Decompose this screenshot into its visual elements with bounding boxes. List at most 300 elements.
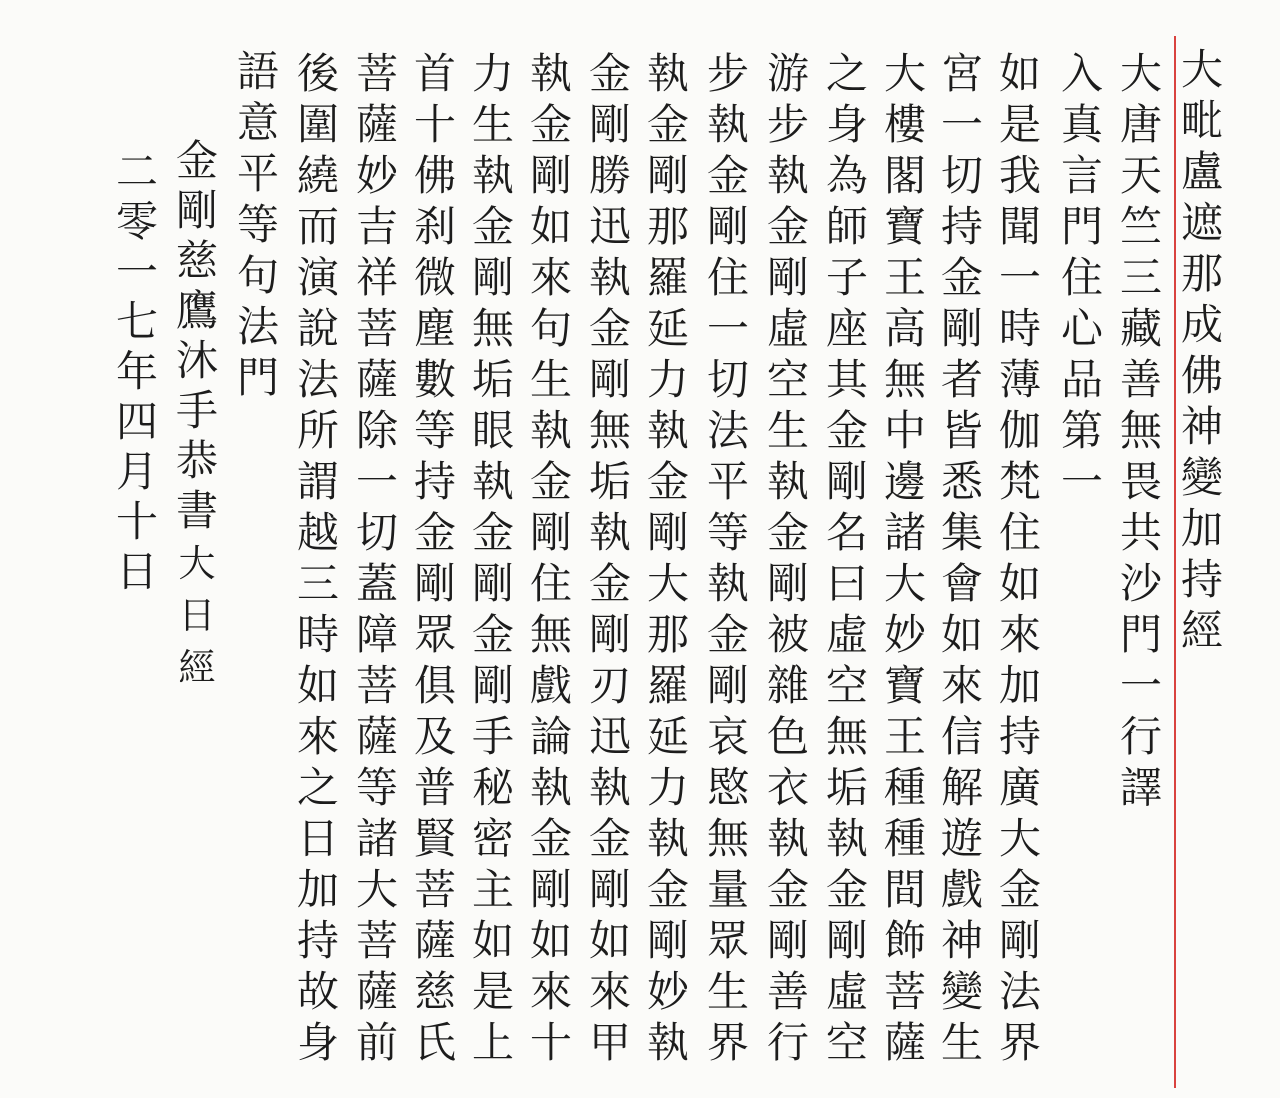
glyph: 勝 <box>588 151 631 200</box>
glyph: 日 <box>178 594 216 637</box>
glyph: 持 <box>998 712 1041 761</box>
glyph: 妙 <box>646 967 689 1016</box>
glyph: 氏 <box>413 1018 456 1067</box>
glyph: 那 <box>1180 249 1223 298</box>
glyph: 我 <box>998 151 1041 200</box>
glyph: 會 <box>940 559 983 608</box>
glyph: 說 <box>296 304 339 353</box>
glyph: 執 <box>588 508 631 557</box>
glyph: 等 <box>413 406 456 455</box>
body-column <box>585 48 635 1068</box>
body-column <box>822 48 872 1068</box>
glyph: 剛 <box>529 508 572 557</box>
glyph: 年 <box>115 347 158 396</box>
glyph: 垢 <box>588 457 631 506</box>
glyph: 迅 <box>588 202 631 251</box>
glyph: 剛 <box>588 610 631 659</box>
glyph: 繞 <box>296 151 339 200</box>
glyph: 演 <box>296 253 339 302</box>
glyph: 住 <box>1060 253 1103 302</box>
glyph: 十 <box>115 497 158 546</box>
glyph: 大 <box>646 559 689 608</box>
body-column <box>526 48 576 1068</box>
glyph: 虛 <box>825 967 868 1016</box>
glyph: 二 <box>115 147 158 196</box>
glyph: 鷹 <box>175 286 218 335</box>
glyph: 持 <box>1180 555 1223 604</box>
glyph: 妙 <box>355 151 398 200</box>
glyph: 薩 <box>355 100 398 149</box>
glyph: 薩 <box>355 967 398 1016</box>
body-column <box>937 48 987 1068</box>
glyph: 宮 <box>940 49 983 98</box>
glyph: 執 <box>706 100 749 149</box>
glyph: 剛 <box>588 355 631 404</box>
glyph: 眾 <box>706 916 749 965</box>
glyph: 一 <box>1119 661 1162 710</box>
glyph: 剛 <box>588 865 631 914</box>
glyph: 神 <box>940 916 983 965</box>
glyph: 加 <box>998 661 1041 710</box>
glyph: 愍 <box>706 763 749 812</box>
glyph: 其 <box>825 355 868 404</box>
glyph: 大 <box>883 559 926 608</box>
glyph: 身 <box>296 1018 339 1067</box>
glyph: 游 <box>766 49 809 98</box>
glyph: 日 <box>115 547 158 596</box>
glyph: 來 <box>998 610 1041 659</box>
glyph: 金 <box>588 814 631 863</box>
glyph: 剛 <box>766 916 809 965</box>
body-column <box>468 48 518 1068</box>
glyph: 寶 <box>883 202 926 251</box>
glyph: 零 <box>115 197 158 246</box>
glyph: 首 <box>413 49 456 98</box>
glyph: 十 <box>529 1018 572 1067</box>
glyph: 四 <box>115 397 158 446</box>
glyph: 虛 <box>766 304 809 353</box>
glyph: 善 <box>766 967 809 1016</box>
glyph: 是 <box>471 967 514 1016</box>
glyph: 如 <box>588 916 631 965</box>
glyph: 大 <box>1119 49 1162 98</box>
glyph: 菩 <box>355 661 398 710</box>
glyph: 祥 <box>355 253 398 302</box>
glyph: 執 <box>529 49 572 98</box>
glyph: 剛 <box>825 457 868 506</box>
glyph: 被 <box>766 610 809 659</box>
body-column <box>352 48 402 1068</box>
glyph: 主 <box>471 865 514 914</box>
glyph: 諸 <box>355 814 398 863</box>
glyph: 為 <box>825 151 868 200</box>
glyph: 日 <box>296 814 339 863</box>
glyph: 門 <box>1119 610 1162 659</box>
glyph: 剛 <box>529 151 572 200</box>
glyph: 門 <box>1060 202 1103 251</box>
glyph: 經 <box>1180 606 1223 655</box>
glyph: 聞 <box>998 202 1041 251</box>
glyph: 毗 <box>1180 96 1223 145</box>
glyph: 畏 <box>1119 457 1162 506</box>
glyph: 持 <box>413 457 456 506</box>
glyph: 句 <box>236 251 279 300</box>
glyph: 意 <box>236 98 279 147</box>
glyph: 者 <box>940 355 983 404</box>
glyph: 空 <box>766 355 809 404</box>
body-column <box>880 48 930 1068</box>
glyph: 子 <box>825 253 868 302</box>
glyph: 剛 <box>588 100 631 149</box>
glyph: 刃 <box>588 661 631 710</box>
glyph: 吉 <box>355 202 398 251</box>
glyph: 是 <box>998 100 1041 149</box>
glyph: 時 <box>296 610 339 659</box>
glyph: 金 <box>998 865 1041 914</box>
glyph: 種 <box>883 763 926 812</box>
glyph: 俱 <box>413 661 456 710</box>
glyph: 大 <box>998 814 1041 863</box>
glyph: 金 <box>175 136 218 185</box>
glyph: 界 <box>706 1018 749 1067</box>
glyph: 樓 <box>883 100 926 149</box>
glyph: 剛 <box>706 202 749 251</box>
glyph: 時 <box>998 304 1041 353</box>
glyph: 沐 <box>175 336 218 385</box>
glyph: 來 <box>940 661 983 710</box>
glyph: 持 <box>296 916 339 965</box>
glyph: 如 <box>998 49 1041 98</box>
glyph: 秘 <box>471 763 514 812</box>
glyph: 來 <box>296 712 339 761</box>
glyph: 生 <box>471 100 514 149</box>
glyph: 菩 <box>413 865 456 914</box>
body-column <box>995 48 1045 1068</box>
glyph: 執 <box>706 559 749 608</box>
glyph: 加 <box>296 865 339 914</box>
glyph: 手 <box>471 712 514 761</box>
glyph: 大 <box>1180 45 1223 94</box>
glyph: 手 <box>175 386 218 435</box>
glyph: 塵 <box>413 304 456 353</box>
glyph: 剛 <box>175 186 218 235</box>
glyph: 雜 <box>766 661 809 710</box>
glyph: 法 <box>236 302 279 351</box>
glyph: 哀 <box>706 712 749 761</box>
glyph: 執 <box>646 1018 689 1067</box>
glyph: 譯 <box>1119 763 1162 812</box>
colophon-work-title <box>172 538 222 694</box>
glyph: 剛 <box>766 253 809 302</box>
glyph: 金 <box>588 49 631 98</box>
glyph: 力 <box>471 49 514 98</box>
glyph: 金 <box>646 865 689 914</box>
glyph: 心 <box>1060 304 1103 353</box>
glyph: 加 <box>1180 504 1223 553</box>
glyph: 天 <box>1119 151 1162 200</box>
glyph: 曰 <box>825 559 868 608</box>
glyph: 大 <box>883 49 926 98</box>
glyph: 菩 <box>355 916 398 965</box>
glyph: 書 <box>175 486 218 535</box>
glyph: 眾 <box>413 610 456 659</box>
glyph: 菩 <box>355 304 398 353</box>
glyph: 經 <box>178 646 216 689</box>
body-column <box>763 48 813 1068</box>
glyph: 生 <box>766 406 809 455</box>
glyph: 三 <box>1119 253 1162 302</box>
glyph: 金 <box>471 202 514 251</box>
glyph: 切 <box>940 151 983 200</box>
glyph: 入 <box>1060 49 1103 98</box>
glyph: 力 <box>646 763 689 812</box>
glyph: 大 <box>178 542 216 585</box>
glyph: 謂 <box>296 457 339 506</box>
glyph: 皆 <box>940 406 983 455</box>
glyph: 金 <box>646 100 689 149</box>
glyph: 薄 <box>998 355 1041 404</box>
glyph: 密 <box>471 814 514 863</box>
glyph: 所 <box>296 406 339 455</box>
glyph: 垢 <box>471 355 514 404</box>
glyph: 十 <box>413 100 456 149</box>
glyph: 金 <box>588 559 631 608</box>
glyph: 剛 <box>413 559 456 608</box>
glyph: 法 <box>706 406 749 455</box>
glyph: 金 <box>766 202 809 251</box>
body-column-final <box>233 46 283 403</box>
body-column <box>293 48 343 1068</box>
glyph: 門 <box>236 353 279 402</box>
glyph: 佛 <box>1180 351 1223 400</box>
glyph: 剛 <box>471 253 514 302</box>
glyph: 金 <box>766 865 809 914</box>
glyph: 衣 <box>766 763 809 812</box>
glyph: 住 <box>706 253 749 302</box>
glyph: 廣 <box>998 763 1041 812</box>
glyph: 之 <box>825 49 868 98</box>
glyph: 步 <box>706 49 749 98</box>
glyph: 除 <box>355 406 398 455</box>
glyph: 如 <box>998 559 1041 608</box>
glyph: 執 <box>766 457 809 506</box>
glyph: 力 <box>646 355 689 404</box>
glyph: 飾 <box>883 916 926 965</box>
glyph: 共 <box>1119 508 1162 557</box>
glyph: 普 <box>413 763 456 812</box>
glyph: 迅 <box>588 712 631 761</box>
glyph: 延 <box>646 304 689 353</box>
glyph: 句 <box>529 304 572 353</box>
glyph: 刹 <box>413 202 456 251</box>
glyph: 梵 <box>998 457 1041 506</box>
glyph: 種 <box>883 814 926 863</box>
glyph: 行 <box>766 1018 809 1067</box>
glyph: 月 <box>115 447 158 496</box>
glyph: 如 <box>529 916 572 965</box>
glyph: 圍 <box>296 100 339 149</box>
glyph: 無 <box>588 406 631 455</box>
glyph: 遊 <box>940 814 983 863</box>
glyph: 來 <box>588 967 631 1016</box>
glyph: 執 <box>471 457 514 506</box>
glyph: 執 <box>471 151 514 200</box>
glyph: 住 <box>529 559 572 608</box>
glyph: 眼 <box>471 406 514 455</box>
glyph: 變 <box>1180 453 1223 502</box>
glyph: 虛 <box>825 610 868 659</box>
glyph: 間 <box>883 865 926 914</box>
glyph: 竺 <box>1119 202 1162 251</box>
glyph: 平 <box>706 457 749 506</box>
glyph: 賢 <box>413 814 456 863</box>
glyph: 執 <box>529 763 572 812</box>
glyph: 慈 <box>175 236 218 285</box>
glyph: 空 <box>825 1018 868 1067</box>
glyph: 一 <box>940 100 983 149</box>
glyph: 剛 <box>646 151 689 200</box>
glyph: 甲 <box>588 1018 631 1067</box>
glyph: 座 <box>825 304 868 353</box>
glyph: 生 <box>940 1018 983 1067</box>
glyph: 三 <box>296 559 339 608</box>
glyph: 生 <box>706 967 749 1016</box>
glyph: 語 <box>236 47 279 96</box>
glyph: 解 <box>940 763 983 812</box>
glyph: 無 <box>471 304 514 353</box>
glyph: 數 <box>413 355 456 404</box>
glyph: 薩 <box>355 355 398 404</box>
glyph: 無 <box>706 814 749 863</box>
glyph: 薩 <box>883 1018 926 1067</box>
glyph: 執 <box>588 763 631 812</box>
glyph: 神 <box>1180 402 1223 451</box>
glyph: 空 <box>825 661 868 710</box>
glyph: 剛 <box>471 661 514 710</box>
glyph: 寶 <box>883 661 926 710</box>
glyph: 金 <box>588 304 631 353</box>
glyph: 集 <box>940 508 983 557</box>
glyph: 等 <box>236 200 279 249</box>
glyph: 剛 <box>471 559 514 608</box>
glyph: 王 <box>883 253 926 302</box>
glyph: 平 <box>236 149 279 198</box>
glyph: 沙 <box>1119 559 1162 608</box>
glyph: 等 <box>355 763 398 812</box>
glyph: 及 <box>413 712 456 761</box>
glyph: 諸 <box>883 508 926 557</box>
glyph: 金 <box>766 508 809 557</box>
glyph: 色 <box>766 712 809 761</box>
glyph: 變 <box>940 967 983 1016</box>
glyph: 住 <box>998 508 1041 557</box>
glyph: 等 <box>706 508 749 557</box>
glyph: 剛 <box>998 916 1041 965</box>
glyph: 剛 <box>825 916 868 965</box>
glyph: 金 <box>413 508 456 557</box>
glyph: 金 <box>706 610 749 659</box>
glyph: 羅 <box>646 661 689 710</box>
colophon-signature-column <box>172 136 222 536</box>
glyph: 金 <box>471 610 514 659</box>
glyph: 無 <box>1119 406 1162 455</box>
glyph: 金 <box>706 151 749 200</box>
glyph: 羅 <box>646 253 689 302</box>
glyph: 來 <box>529 967 572 1016</box>
glyph: 一 <box>1060 457 1103 506</box>
date-column <box>112 147 162 597</box>
glyph: 七 <box>115 297 158 346</box>
glyph: 高 <box>883 304 926 353</box>
glyph: 恭 <box>175 436 218 485</box>
glyph: 一 <box>115 247 158 296</box>
glyph: 行 <box>1119 712 1162 761</box>
glyph: 金 <box>529 100 572 149</box>
glyph: 執 <box>646 49 689 98</box>
glyph: 身 <box>825 100 868 149</box>
glyph: 如 <box>529 202 572 251</box>
glyph: 品 <box>1060 355 1103 404</box>
glyph: 伽 <box>998 406 1041 455</box>
glyph: 盧 <box>1180 147 1223 196</box>
glyph: 閣 <box>883 151 926 200</box>
glyph: 微 <box>413 253 456 302</box>
glyph: 王 <box>883 712 926 761</box>
glyph: 金 <box>529 457 572 506</box>
glyph: 那 <box>646 610 689 659</box>
glyph: 故 <box>296 967 339 1016</box>
glyph: 悉 <box>940 457 983 506</box>
glyph: 唐 <box>1119 100 1162 149</box>
glyph: 無 <box>529 610 572 659</box>
body-column <box>643 48 693 1068</box>
glyph: 菩 <box>883 967 926 1016</box>
glyph: 菩 <box>355 49 398 98</box>
glyph: 無 <box>883 355 926 404</box>
glyph: 來 <box>529 253 572 302</box>
glyph: 剛 <box>706 661 749 710</box>
glyph: 無 <box>825 712 868 761</box>
glyph: 上 <box>471 1018 514 1067</box>
glyph: 執 <box>529 406 572 455</box>
glyph: 執 <box>588 253 631 302</box>
glyph: 界 <box>998 1018 1041 1067</box>
glyph: 一 <box>355 457 398 506</box>
glyph: 那 <box>646 202 689 251</box>
glyph: 第 <box>1060 406 1103 455</box>
glyph: 之 <box>296 763 339 812</box>
glyph: 垢 <box>825 763 868 812</box>
glyph: 執 <box>646 406 689 455</box>
glyph: 師 <box>825 202 868 251</box>
glyph: 執 <box>766 814 809 863</box>
chapter-heading-column <box>1057 48 1107 507</box>
glyph: 越 <box>296 508 339 557</box>
sutra-title-column <box>1177 44 1227 656</box>
glyph: 如 <box>471 916 514 965</box>
glyph: 佛 <box>413 151 456 200</box>
glyph: 剛 <box>529 865 572 914</box>
glyph: 金 <box>471 508 514 557</box>
glyph: 妙 <box>883 610 926 659</box>
glyph: 量 <box>706 865 749 914</box>
glyph: 慈 <box>413 967 456 1016</box>
translator-column <box>1116 48 1166 813</box>
glyph: 邊 <box>883 457 926 506</box>
glyph: 名 <box>825 508 868 557</box>
glyph: 執 <box>646 814 689 863</box>
glyph: 遮 <box>1180 198 1223 247</box>
